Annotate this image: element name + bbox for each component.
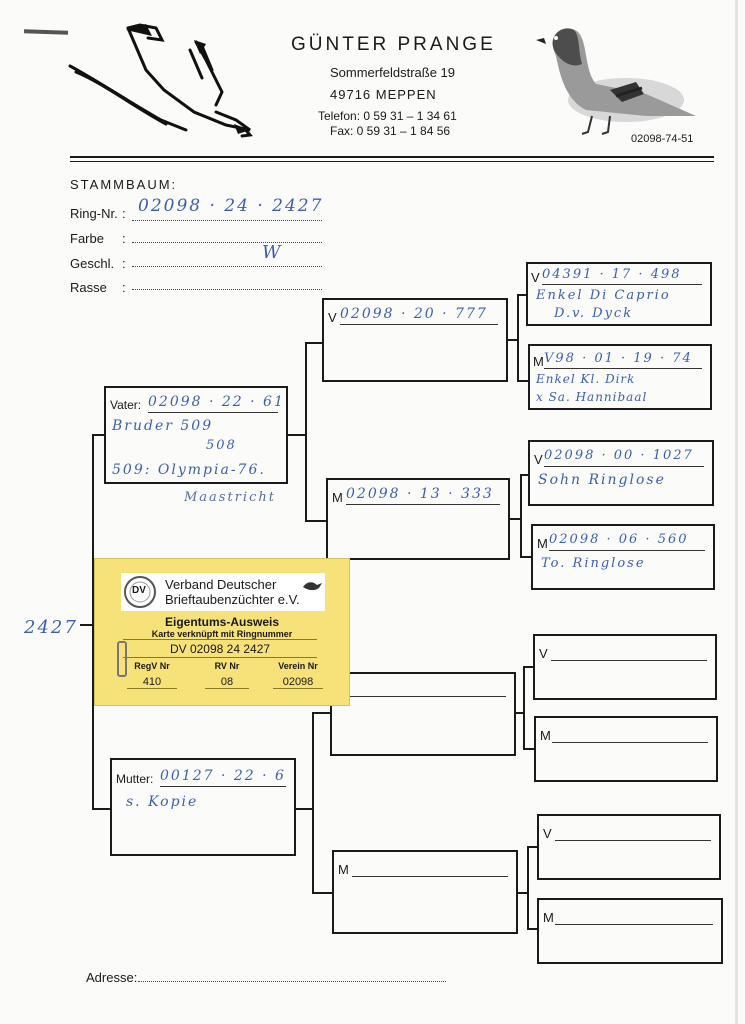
card-col2-label: RV Nr [214,661,240,671]
connector [312,892,332,894]
g3-ring: 02098 · 00 · 1027 [544,448,694,463]
connector [294,808,314,810]
form-title: STAMMBAUM: [70,177,178,192]
card-col3-label: Verein Nr [278,661,318,671]
card-col1-label: RegV Nr [134,661,170,671]
g7-prefix: V [543,826,552,841]
great-box-2 [528,344,712,410]
card-ring: DV 02098 24 2427 [169,642,271,656]
connector [312,712,330,714]
g2-ring: V98 · 01 · 19 · 74 [544,351,693,366]
great-box-8 [537,898,723,964]
connector [523,666,525,750]
sex-value: W [262,242,283,263]
mother-box [110,758,296,856]
card-org2: Brieftaubenzüchter e.V. [165,592,300,607]
g2-note2: x Sa. Hannibaal [536,390,648,404]
header-city: 49716 MEPPEN [330,87,437,102]
card-col2-value: 08 [205,676,249,689]
breed-line [132,289,322,290]
address-label: Adresse: [86,970,138,985]
connector [305,342,322,344]
connector [312,712,314,894]
header-code: 02098-74-51 [631,133,694,145]
connector [523,748,534,750]
father-line [148,412,278,413]
connector [520,474,522,558]
g1-note1: Enkel Di Caprio [536,288,671,303]
connector [92,434,104,436]
g1-ring: 04391 · 17 · 498 [542,267,682,282]
connector [523,666,533,668]
g4-prefix: M [537,536,548,551]
dv-logo-text: DV [132,585,146,596]
mother-line [160,786,286,787]
g5-line [551,660,707,661]
father-note2: 508 [206,438,237,453]
header-fax: Fax: 0 59 31 – 1 84 56 [330,124,451,138]
card-col1-value: 410 [127,676,177,689]
pigeon-emblem-icon [301,577,323,595]
g8-line [555,924,713,925]
g7-line [555,840,711,841]
g4-note: To. Ringlose [541,556,646,571]
connector [517,294,526,296]
grandparent-box-4 [332,850,518,934]
connector [517,294,519,382]
gf1-prefix: V [328,310,337,325]
father-note1: Bruder 509 [112,418,214,434]
g1-line [542,284,702,285]
g1-prefix: V [531,270,540,285]
g5-prefix: V [539,646,548,661]
color-colon: : [122,231,126,246]
card-clip [117,641,127,677]
g8-prefix: M [543,910,554,925]
ring-colon: : [122,206,126,221]
father-box [104,386,288,484]
connector [92,808,110,810]
g6-prefix: M [540,728,551,743]
father-ring: 02098 · 22 · 61 [148,394,285,410]
g4-ring: 02098 · 06 · 560 [549,532,689,547]
father-note3: 509: Olympia-76. [112,462,266,478]
great-box-5 [533,634,717,700]
g3-prefix: V [534,452,543,467]
connector [287,434,307,436]
g1-note2: D.v. Dyck [554,306,634,321]
card-ring-line-top [123,639,317,640]
header-name: GÜNTER PRANGE [291,34,496,55]
great-box-7 [537,814,721,880]
header-divider-thin [70,161,714,162]
connector [517,380,528,382]
gm2-prefix: M [338,862,349,877]
great-box-1 [526,262,712,326]
ring-label: Ring-Nr. [70,206,118,221]
ownership-card [94,558,350,706]
card-subtitle: Karte verknüpft mit Ringnummer [151,629,293,639]
header-divider [70,156,714,158]
gf1-ring: 02098 · 20 · 777 [340,306,488,322]
father-label: Vater: [110,398,142,412]
connector [305,520,326,522]
grandparent-box-3 [330,672,516,756]
header-phone: Telefon: 0 59 31 – 1 34 61 [318,109,457,123]
great-box-6 [534,716,718,782]
sex-label: Geschl. [70,256,115,271]
right-edge-mark [735,0,738,1024]
grandparent-box-2 [326,478,510,560]
g6-line [552,742,708,743]
breed-label: Rasse [70,280,107,295]
sex-line [132,266,322,267]
g2-line [544,368,702,369]
gm2-line [352,876,508,877]
great-box-3 [528,440,714,506]
g3-line [544,466,704,467]
mother-label: Mutter: [116,772,154,786]
g4-line [549,550,705,551]
sex-colon: : [122,256,126,271]
gm1-ring: 02098 · 13 · 333 [346,486,494,502]
connector [520,474,528,476]
falcon-drawing-icon [66,20,256,145]
gf2-line [348,696,506,697]
g2-prefix: M [533,354,544,369]
father-note4: Maastricht [184,490,276,505]
gf1-line [340,324,498,325]
card-title: Eigentums-Ausweis [164,615,280,629]
g2-note1: Enkel Kl. Dirk [536,372,636,386]
grandparent-box-1 [322,298,508,382]
pigeon-photo-icon [526,16,706,140]
ring-value: 02098 · 24 · 2427 [138,196,324,216]
card-col3-value: 02098 [273,676,323,689]
gm1-prefix: M [332,490,343,505]
gm1-line [346,504,500,505]
color-label: Farbe [70,231,104,246]
ring-line [132,220,322,221]
mother-ring: 00127 · 22 · 6 [160,768,286,784]
address-line [138,981,446,982]
g3-note: Sohn Ringlose [538,472,666,488]
side-number: 2427 [24,617,78,638]
card-org1: Verband Deutscher [165,577,277,592]
connector [527,846,537,848]
header-street: Sommerfeldstraße 19 [330,65,455,80]
great-box-4 [531,524,715,590]
card-ring-line [123,657,317,658]
connector [520,556,531,558]
color-line [132,242,322,243]
mother-note: s. Kopie [126,794,199,810]
connector [305,342,307,522]
connector [527,846,529,930]
pen-mark [24,29,68,35]
breed-colon: : [122,280,126,295]
